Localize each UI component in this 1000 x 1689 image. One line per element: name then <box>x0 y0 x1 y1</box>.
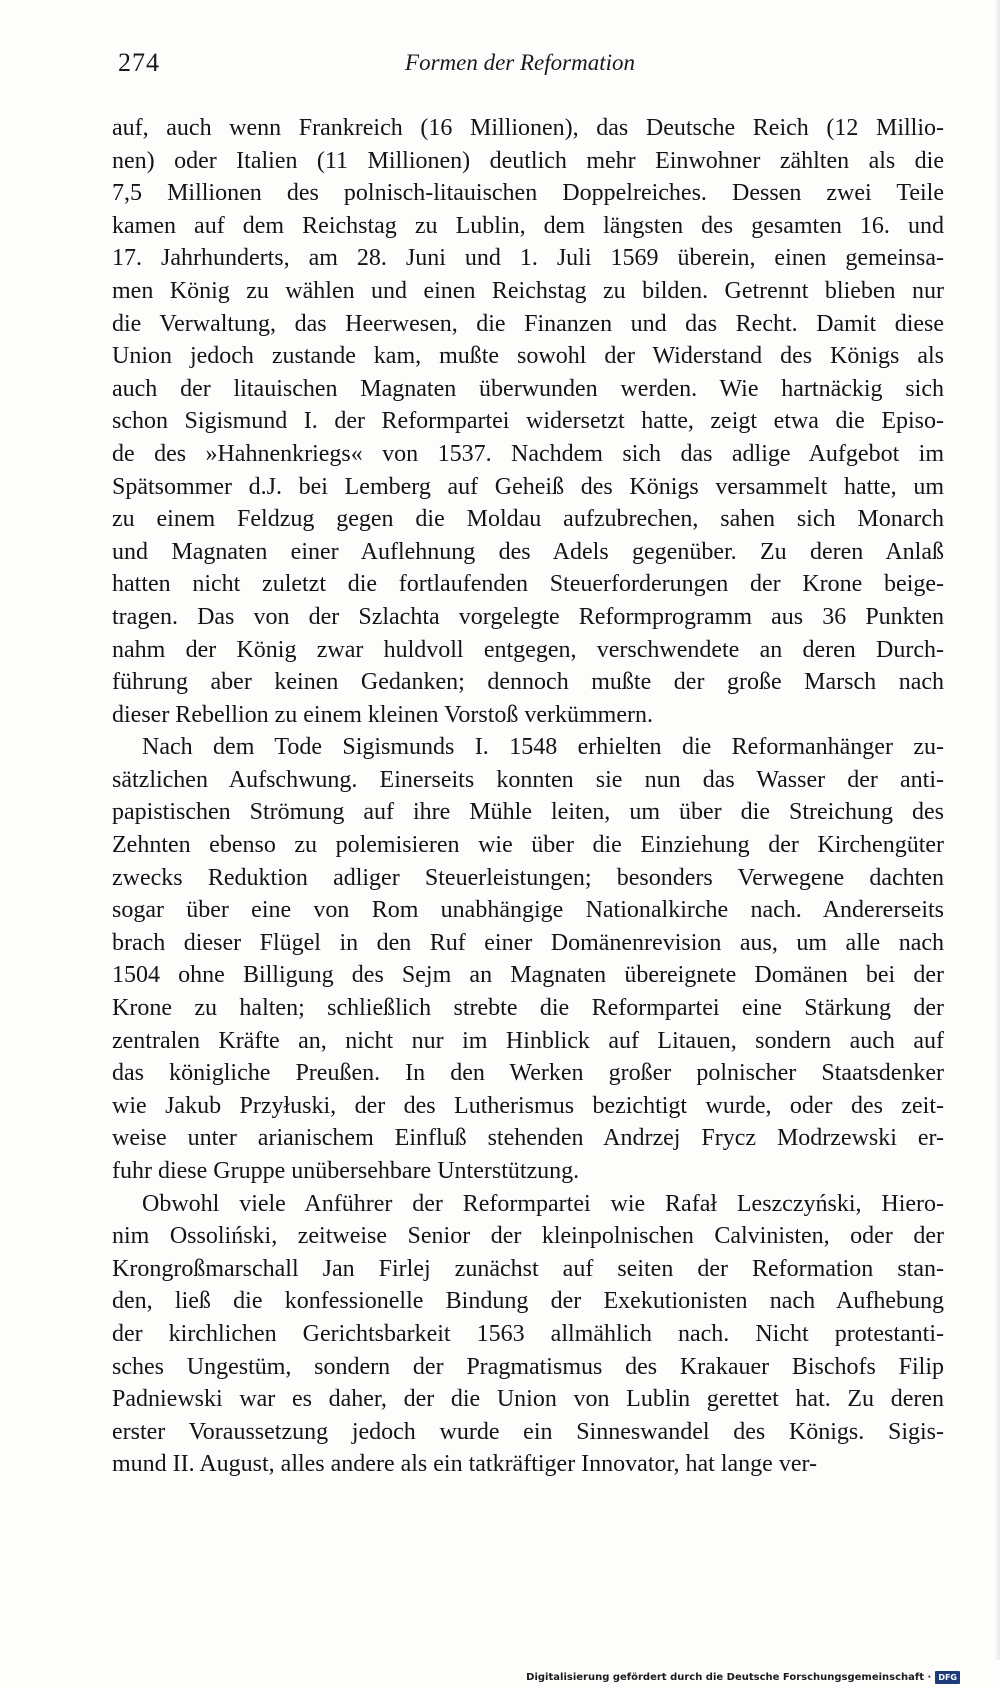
text-line: sätzlichen Aufschwung. Einerseits konnten sie nun das Wasser der anti- <box>112 766 944 793</box>
text-line: mund II. August, alles andere als ein tatkräftiger Innovator, hat lange ver- <box>112 1451 817 1478</box>
body-text <box>112 112 944 1481</box>
paragraph <box>112 112 944 731</box>
text-line: zentralen Kräfte an, nicht nur im Hinblick auf Litauen, sondern auch auf <box>112 1027 944 1054</box>
text-line: fuhr diese Gruppe unübersehbare Unterstützung. <box>112 1158 580 1184</box>
text-line: nim Ossoliński, zeitweise Senior der kleinpolnischen Calvinisten, oder der <box>112 1223 944 1250</box>
text-line: und Magnaten einer Auflehnung des Adels gegenüber. Zu deren Anlaß <box>112 538 944 565</box>
text-line: erster Voraussetzung jedoch wurde ein Sinneswandel des Königs. Sigis- <box>112 1418 944 1445</box>
scan-edge-shadow <box>994 0 1000 1660</box>
text-line: Zehnten ebenso zu polemisieren wie über die Einziehung der Kirchengüter <box>112 832 944 859</box>
text-line: hatten nicht zuletzt die fortlaufenden Steuerforderungen der Krone beige- <box>112 571 944 598</box>
text-line: Krongroßmarschall Jan Firlej zunächst auf seiten der Reformation stan- <box>112 1255 944 1282</box>
text-line: die Verwaltung, das Heerwesen, die Finanzen und das Recht. Damit diese <box>112 310 944 337</box>
text-line: nahm der König zwar huldvoll entgegen, verschwendete an deren Durch- <box>112 636 944 663</box>
text-line: tragen. Das von der Szlachta vorgelegte Reformprogramm aus 36 Punkten <box>112 603 944 630</box>
text-line: Krone zu halten; schließlich strebte die Reformpartei eine Stärkung der <box>112 995 944 1022</box>
text-line: 1504 ohne Billigung des Sejm an Magnaten übereignete Domänen bei der <box>112 962 944 989</box>
text-line: sogar über eine von Rom unabhängige Nationalkirche nach. Andererseits <box>112 897 944 924</box>
text-line: Nach dem Tode Sigismunds I. 1548 erhielten die Reformanhänger zu- <box>142 734 944 761</box>
text-line: den, ließ die konfessionelle Bindung der Exekutionisten nach Aufhebung <box>112 1288 944 1315</box>
running-title: Formen der Reformation <box>405 50 635 75</box>
page-number: 274 <box>118 48 160 77</box>
text-line: nen) oder Italien (11 Millionen) deutlich mehr Einwohner zählten als die <box>112 147 944 174</box>
text-line: zu einem Feldzug gegen die Moldau aufzubrechen, sahen sich Monarch <box>112 506 944 533</box>
dfg-logo-icon: DFG <box>935 1671 960 1684</box>
text-line: auf, auch wenn Frankreich (16 Millionen), das Deutsche Reich (12 Millio- <box>112 115 944 141</box>
paragraph <box>112 731 944 1187</box>
text-line: papistischen Strömung auf ihre Mühle leiten, um über die Streichung des <box>112 799 944 826</box>
paragraph <box>112 1188 944 1481</box>
text-line: Obwohl viele Anführer der Reformpartei wie Rafał Leszczyński, Hiero- <box>142 1190 944 1217</box>
text-line: der kirchlichen Gerichtsbarkeit 1563 allmählich nach. Nicht protestanti- <box>112 1320 944 1347</box>
digitization-credit <box>526 1671 960 1684</box>
text-line: das königliche Preußen. In den Werken großer polnischer Staatsdenker <box>112 1060 944 1087</box>
text-line: weise unter arianischem Einfluß stehenden Andrzej Frycz Modrzewski er- <box>112 1125 944 1152</box>
text-line: zwecks Reduktion adliger Steuerleistungen; besonders Verwegene dachten <box>112 864 944 891</box>
text-line: Spätsommer d.J. bei Lemberg auf Geheiß des Königs versammelt hatte, um <box>112 473 944 500</box>
credit-text: Digitalisierung gefördert durch die Deutsche Forschungsgemeinschaft · <box>526 1672 932 1683</box>
text-line: 17. Jahrhunderts, am 28. Juni und 1. Juli 1569 überein, einen gemeinsa- <box>112 245 944 272</box>
text-line: schon Sigismund I. der Reformpartei widersetzt hatte, zeigt etwa die Episo- <box>112 408 944 435</box>
text-line: kamen auf dem Reichstag zu Lublin, dem längsten des gesamten 16. und <box>112 212 944 239</box>
text-line: Union jedoch zustande kam, mußte sowohl der Widerstand des Königs als <box>112 343 944 370</box>
text-line: wie Jakub Przyłuski, der des Lutherismus bezichtigt wurde, oder des zeit- <box>112 1092 944 1119</box>
text-line: brach dieser Flügel in den Ruf einer Domänenrevision aus, um alle nach <box>112 929 944 956</box>
text-line: de des »Hahnenkriegs« von 1537. Nachdem sich das adlige Aufgebot im <box>112 440 944 467</box>
text-line: dieser Rebellion zu einem kleinen Vorstoß verkümmern. <box>112 701 653 728</box>
text-line: auch der litauischen Magnaten überwunden werden. Wie hartnäckig sich <box>112 375 944 402</box>
text-line: sches Ungestüm, sondern der Pragmatismus des Krakauer Bischofs Filip <box>112 1353 944 1380</box>
text-line: Padniewski war es daher, der die Union von Lublin gerettet hat. Zu deren <box>112 1386 944 1413</box>
text-line: führung aber keinen Gedanken; dennoch mußte der große Marsch nach <box>112 669 944 696</box>
text-line: men König zu wählen und einen Reichstag zu bilden. Getrennt blieben nur <box>112 277 944 304</box>
text-line: 7,5 Millionen des polnisch-litauischen Doppelreiches. Dessen zwei Teile <box>112 180 944 207</box>
